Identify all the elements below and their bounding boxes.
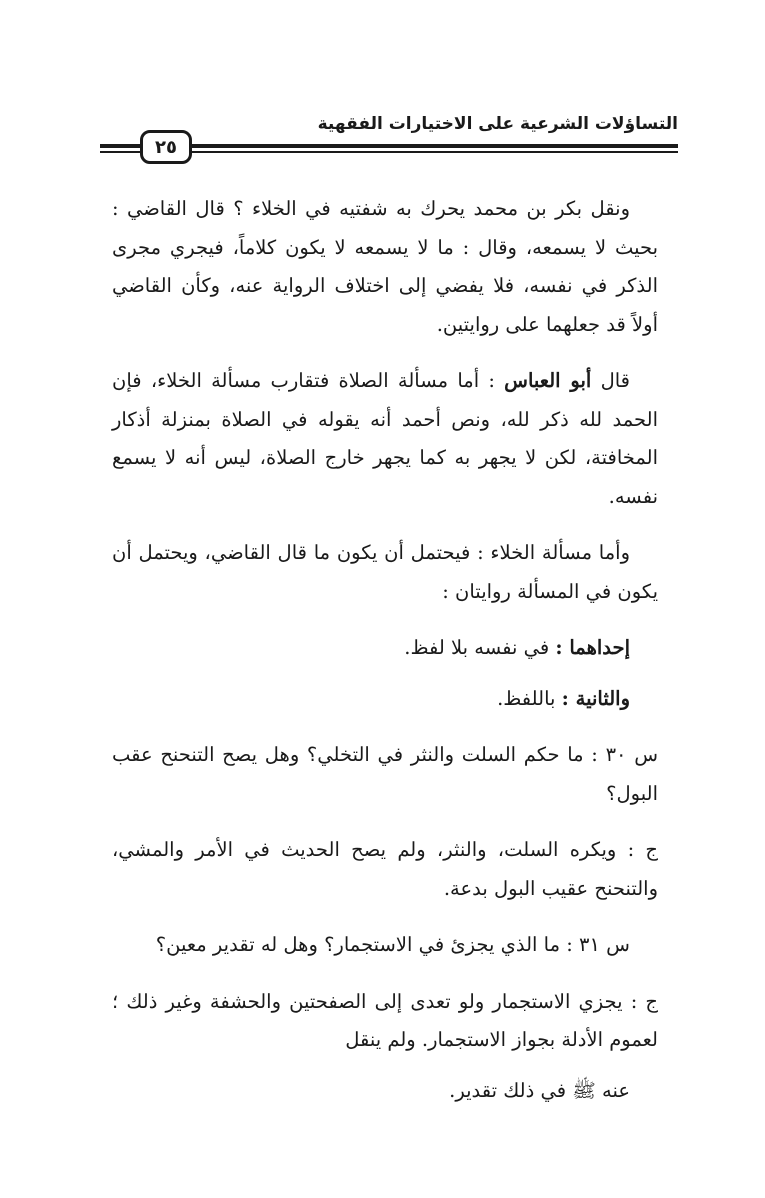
paragraph-abu-abbas [112, 362, 658, 516]
narration-two-label: والثانية : [561, 686, 630, 710]
question-31: س ٣١ : ما الذي يجزئ في الاستجمار؟ وهل له تقدير معين؟ [155, 933, 630, 956]
answer-30: ج : ويكره السلت، والنثر، ولم يصح الحديث في الأمر والمشي، والتنحنح عقيب البول بدعة. [112, 838, 658, 900]
narration-one-text: في نفسه بلا لفظ. [404, 636, 556, 659]
question-30: س ٣٠ : ما حكم السلت والنثر في التخلي؟ وهل يصح التنحنح عقب البول؟ [112, 743, 658, 805]
paragraph-body: : أما مسألة الصلاة فتقارب مسألة الخلاء، فإن الحمد لله ذكر لله، ونص أحمد أنه يقوله في الصلاة بمنزلة أذكار المخافتة، لكن لا يجهر به كما يجهر خارج الصلاة، ليس أنه لا يسمع نفسه. [112, 369, 658, 508]
narration-two-text: باللفظ. [497, 686, 562, 710]
header-title: التساؤلات الشرعية على الاختيارات الفقهية [317, 114, 678, 134]
paragraph-khala: وأما مسألة الخلاء : فيحتمل أن يكون ما قال القاضي، ويحتمل أن يكون في المسألة روايتان : [112, 541, 658, 603]
narration-one [112, 629, 658, 668]
answer-31: ج : يجزي الاستجمار ولو تعدى إلى الصفحتين والحشفة وغير ذلك ؛ لعموم الأدلة بجواز الاستجمار. ولم ينقل [112, 989, 658, 1051]
narration-two [112, 680, 658, 719]
paragraph-transmission: ونقل بكر بن محمد يحرك به شفتيه في الخلاء ؟ قال القاضي : بحيث لا يسمعه، وقال : ما لا يسمعه لا يكون كلاماً، فيجري مجرى الذكر في نفسه، فلا يفضي إلى اختلاف الرواية عنه، وكأن القاضي أولاً قد جعلهما على روايتين. [112, 197, 658, 336]
narration-one-label: إحداهما : [555, 636, 630, 659]
page-body [112, 190, 658, 1128]
author-name: أبو العباس [504, 369, 592, 392]
running-header [100, 110, 678, 160]
answer-31-continued: عنه ﷺ في ذلك تقدير. [449, 1078, 630, 1102]
paragraph-lead: قال [591, 369, 630, 392]
page-number: ٢٥ [140, 130, 192, 164]
